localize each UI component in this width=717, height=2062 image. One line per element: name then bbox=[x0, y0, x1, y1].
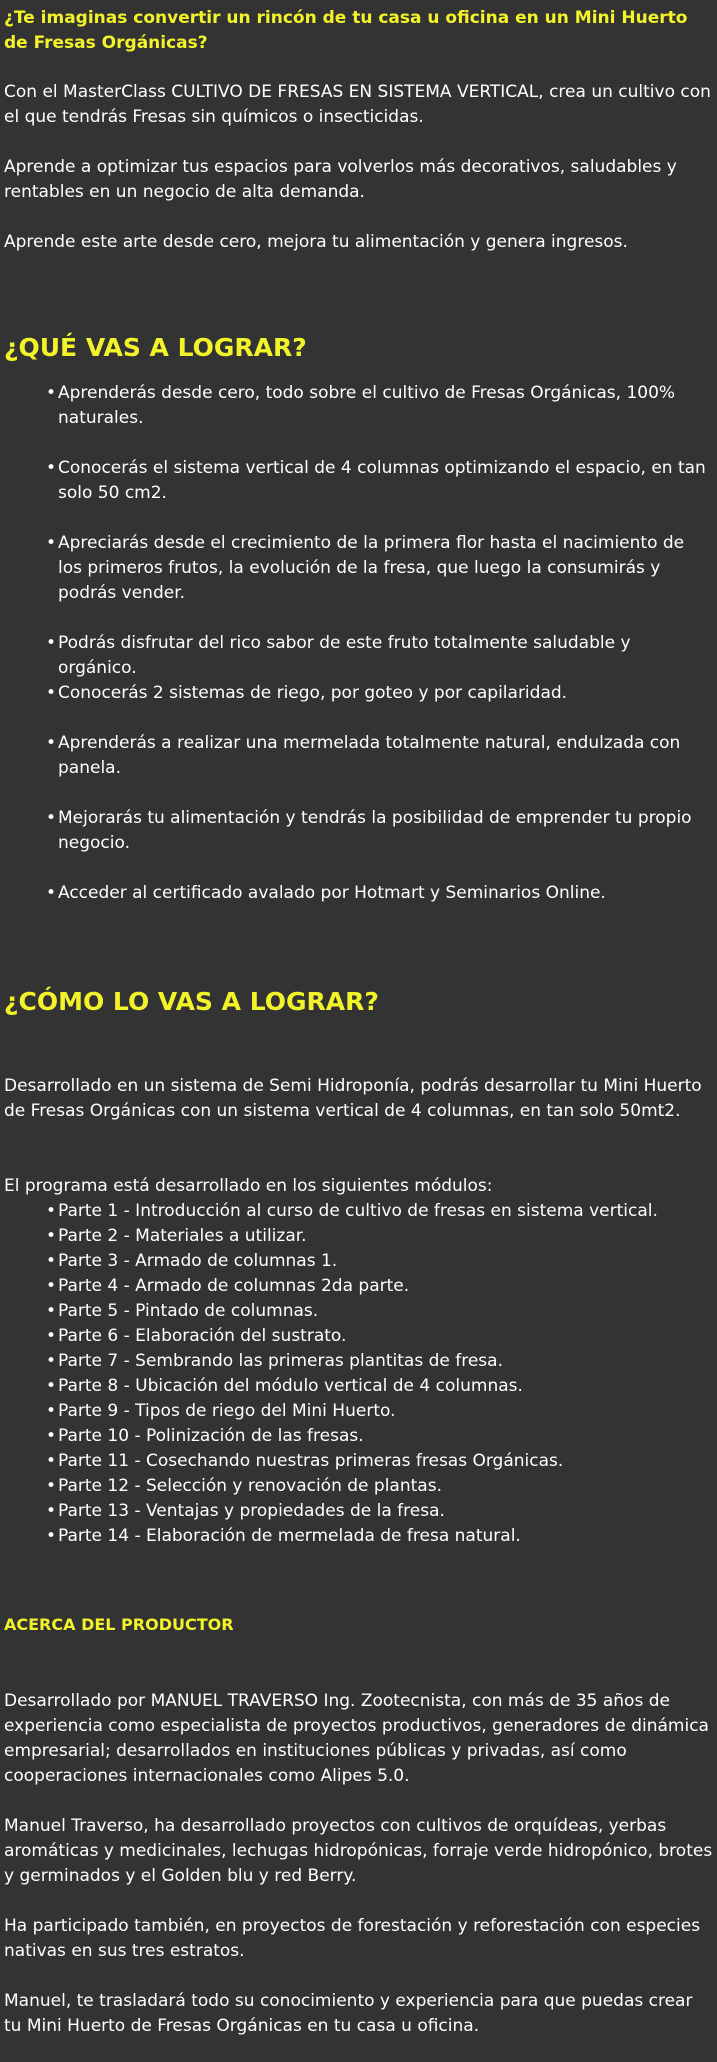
goal-item: • Conocerás 2 sistemas de riego, por goteo y por capilaridad. bbox=[46, 681, 713, 706]
producer-paragraph-4: Manuel, te trasladará todo su conocimiento y experiencia para que puedas crear tu Mini Huerto de Fresas Orgánicas en tu casa u oficina. bbox=[4, 1991, 693, 2036]
module-item: • Parte 4 - Armado de columnas 2da parte. bbox=[46, 1274, 713, 1299]
producer-paragraph-2: Manuel Traverso, ha desarrollado proyectos con cultivos de orquídeas, yerbas aromáticas y medicinales, lechugas hidropónicas, forraje verde hidropónico, brotes y germinados y el Golden blu y red Berry. bbox=[4, 1816, 713, 1886]
how-paragraph: Desarrollado en un sistema de Semi Hidroponía, podrás desarrollar tu Mini Huerto de Fresas Orgánicas con un sistema vertical de 4 columnas, en tan solo 50mt2. bbox=[4, 1076, 702, 1121]
module-item: • Parte 11 - Cosechando nuestras primeras fresas Orgánicas. bbox=[46, 1449, 713, 1474]
intro-paragraph-1: Con el MasterClass CULTIVO DE FRESAS EN SISTEMA VERTICAL, crea un cultivo con el que tendrás Fresas sin químicos o insecticidas. bbox=[4, 82, 711, 127]
intro-paragraph-3: Aprende este arte desde cero, mejora tu alimentación y genera ingresos. bbox=[4, 232, 628, 252]
producer-paragraph-3: Ha participado también, en proyectos de forestación y reforestación con especies nativas en sus tres estratos. bbox=[4, 1916, 701, 1961]
module-item: • Parte 12 - Selección y renovación de plantas. bbox=[46, 1474, 713, 1499]
module-item: • Parte 10 - Polinización de las fresas. bbox=[46, 1424, 713, 1449]
module-item: • Parte 13 - Ventajas y propiedades de la fresa. bbox=[46, 1499, 713, 1524]
goal-item: • Mejorarás tu alimentación y tendrás la posibilidad de emprender tu propio negocio. bbox=[46, 806, 713, 856]
module-item: • Parte 5 - Pintado de columnas. bbox=[46, 1299, 713, 1324]
module-item: • Parte 2 - Materiales a utilizar. bbox=[46, 1224, 713, 1249]
producer-paragraph-1: Desarrollado por MANUEL TRAVERSO Ing. Zootecnista, con más de 35 años de experiencia como especialista de proyectos productivos, generadores de dinámica empresarial; desarrollados en instituciones públicas y privadas, así como cooperaciones internacionales como Alipes 5.0. bbox=[4, 1691, 709, 1786]
goals-list bbox=[4, 381, 713, 906]
goal-item: • Apreciarás desde el crecimiento de la primera flor hasta el nacimiento de los primeros frutos, la evolución de la fresa, que luego la consumirás y podrás vender. bbox=[46, 531, 713, 606]
goals-heading: ¿QUÉ VAS A LOGRAR? bbox=[4, 333, 307, 362]
producer-heading: ACERCA DEL PRODUCTOR bbox=[4, 1615, 234, 1634]
goal-item: • Acceder al certificado avalado por Hotmart y Seminarios Online. bbox=[46, 881, 713, 906]
goal-item: • Aprenderás desde cero, todo sobre el cultivo de Fresas Orgánicas, 100% naturales. bbox=[46, 381, 713, 431]
modules-list bbox=[4, 1199, 713, 1549]
module-item: • Parte 7 - Sembrando las primeras plantitas de fresa. bbox=[46, 1349, 713, 1374]
goal-item: • Conocerás el sistema vertical de 4 columnas optimizando el espacio, en tan solo 50 cm2. bbox=[46, 456, 713, 506]
intro-paragraph-2: Aprende a optimizar tus espacios para volverlos más decorativos, saludables y rentables en un negocio de alta demanda. bbox=[4, 157, 677, 202]
module-item: • Parte 8 - Ubicación del módulo vertical de 4 columnas. bbox=[46, 1374, 713, 1399]
intro-heading: ¿Te imaginas convertir un rincón de tu casa u oficina en un Mini Huerto de Fresas Orgánicas? bbox=[4, 8, 688, 53]
how-heading: ¿CÓMO LO VAS A LOGRAR? bbox=[4, 987, 379, 1016]
modules-intro: El programa está desarrollado en los siguientes módulos: bbox=[4, 1176, 493, 1196]
goal-item: • Podrás disfrutar del rico sabor de este fruto totalmente saludable y orgánico. bbox=[46, 631, 713, 681]
module-item: • Parte 6 - Elaboración del sustrato. bbox=[46, 1324, 713, 1349]
module-item: • Parte 1 - Introducción al curso de cultivo de fresas en sistema vertical. bbox=[46, 1199, 713, 1224]
module-item: • Parte 3 - Armado de columnas 1. bbox=[46, 1249, 713, 1274]
module-item: • Parte 14 - Elaboración de mermelada de fresa natural. bbox=[46, 1524, 713, 1549]
goal-item: • Aprenderás a realizar una mermelada totalmente natural, endulzada con panela. bbox=[46, 731, 713, 781]
module-item: • Parte 9 - Tipos de riego del Mini Huerto. bbox=[46, 1399, 713, 1424]
